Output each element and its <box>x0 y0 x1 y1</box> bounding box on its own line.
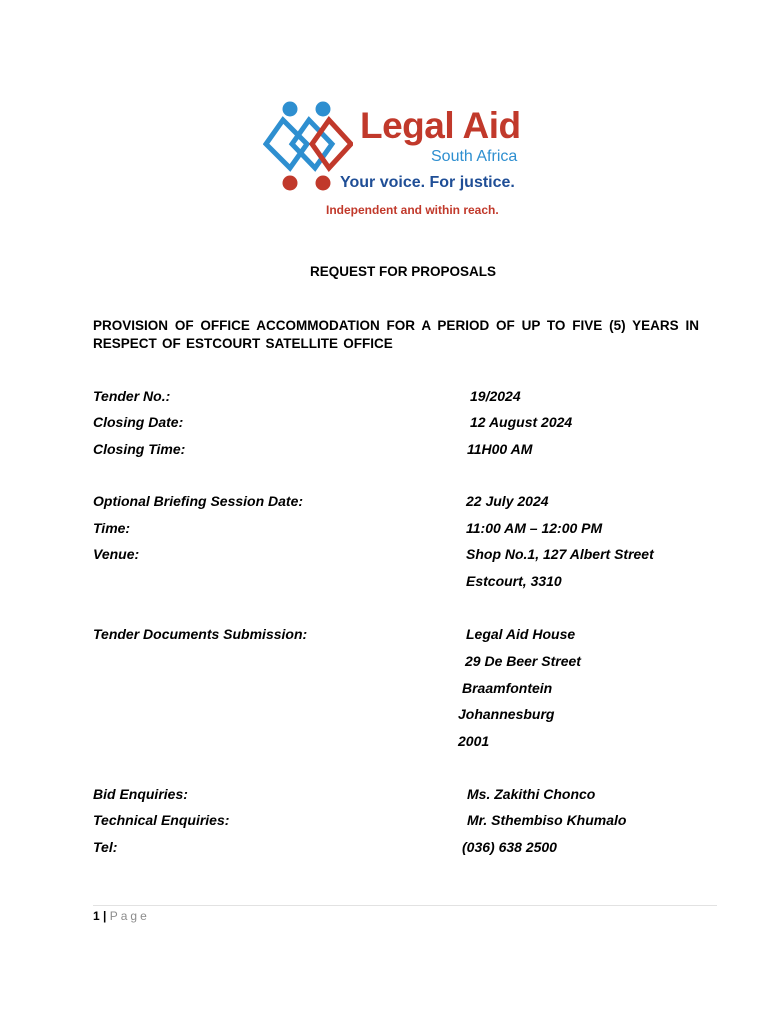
logo-slogan: Your voice. For justice. <box>340 174 515 191</box>
submission-line-2: 29 De Beer Street <box>465 653 581 669</box>
tel-label: Tel: <box>93 839 118 855</box>
submission-line-1: Legal Aid House <box>466 626 576 642</box>
venue-label: Venue: <box>93 546 140 562</box>
closing-time-value: 11H00 AM <box>467 441 533 457</box>
legal-aid-logo <box>263 98 543 224</box>
submission-line-4: Johannesburg <box>458 706 555 722</box>
briefing-time-value: 11:00 AM – 12:00 PM <box>466 520 603 536</box>
document-title: REQUEST FOR PROPOSALS <box>309 264 497 279</box>
logo-brand-name: Legal Aid <box>360 105 521 146</box>
closing-time-label: Closing Time: <box>93 441 186 457</box>
tel-value: (036) 638 2500 <box>462 839 557 855</box>
logo-tagline: Independent and within reach. <box>326 203 499 217</box>
page-footer <box>93 909 150 924</box>
page-label: Page <box>109 909 150 923</box>
tender-no-value: 19/2024 <box>470 388 521 404</box>
bid-enquiries-label: Bid Enquiries: <box>93 786 188 802</box>
submission-label: Tender Documents Submission: <box>93 626 308 642</box>
bid-enquiries-value: Ms. Zakithi Chonco <box>467 786 596 802</box>
venue-line-2: Estcourt, 3310 <box>466 573 562 589</box>
tender-no-label: Tender No.: <box>93 388 171 404</box>
briefing-time-label: Time: <box>93 520 131 536</box>
page-number: 1 <box>93 909 100 923</box>
submission-line-3: Braamfontein <box>462 680 553 696</box>
footer-divider <box>93 905 717 906</box>
logo-brand-subtitle: South Africa <box>431 148 518 165</box>
closing-date-value: 12 August 2024 <box>470 414 573 430</box>
closing-date-label: Closing Date: <box>93 414 184 430</box>
venue-line-1: Shop No.1, 127 Albert Street <box>466 546 654 562</box>
document-subject: PROVISION OF OFFICE ACCOMMODATION FOR A PERIOD OF UP TO FIVE (5) YEARS IN RESPECT OF ESTCOURT SATELLITE OFFICE <box>93 318 699 351</box>
submission-line-5: 2001 <box>458 733 490 749</box>
briefing-date-label: Optional Briefing Session Date: <box>93 493 304 509</box>
briefing-date-value: 22 July 2024 <box>466 493 549 509</box>
footer-separator: | <box>103 909 107 923</box>
technical-enquiries-label: Technical Enquiries: <box>93 812 230 828</box>
technical-enquiries-value: Mr. Sthembiso Khumalo <box>467 812 627 828</box>
